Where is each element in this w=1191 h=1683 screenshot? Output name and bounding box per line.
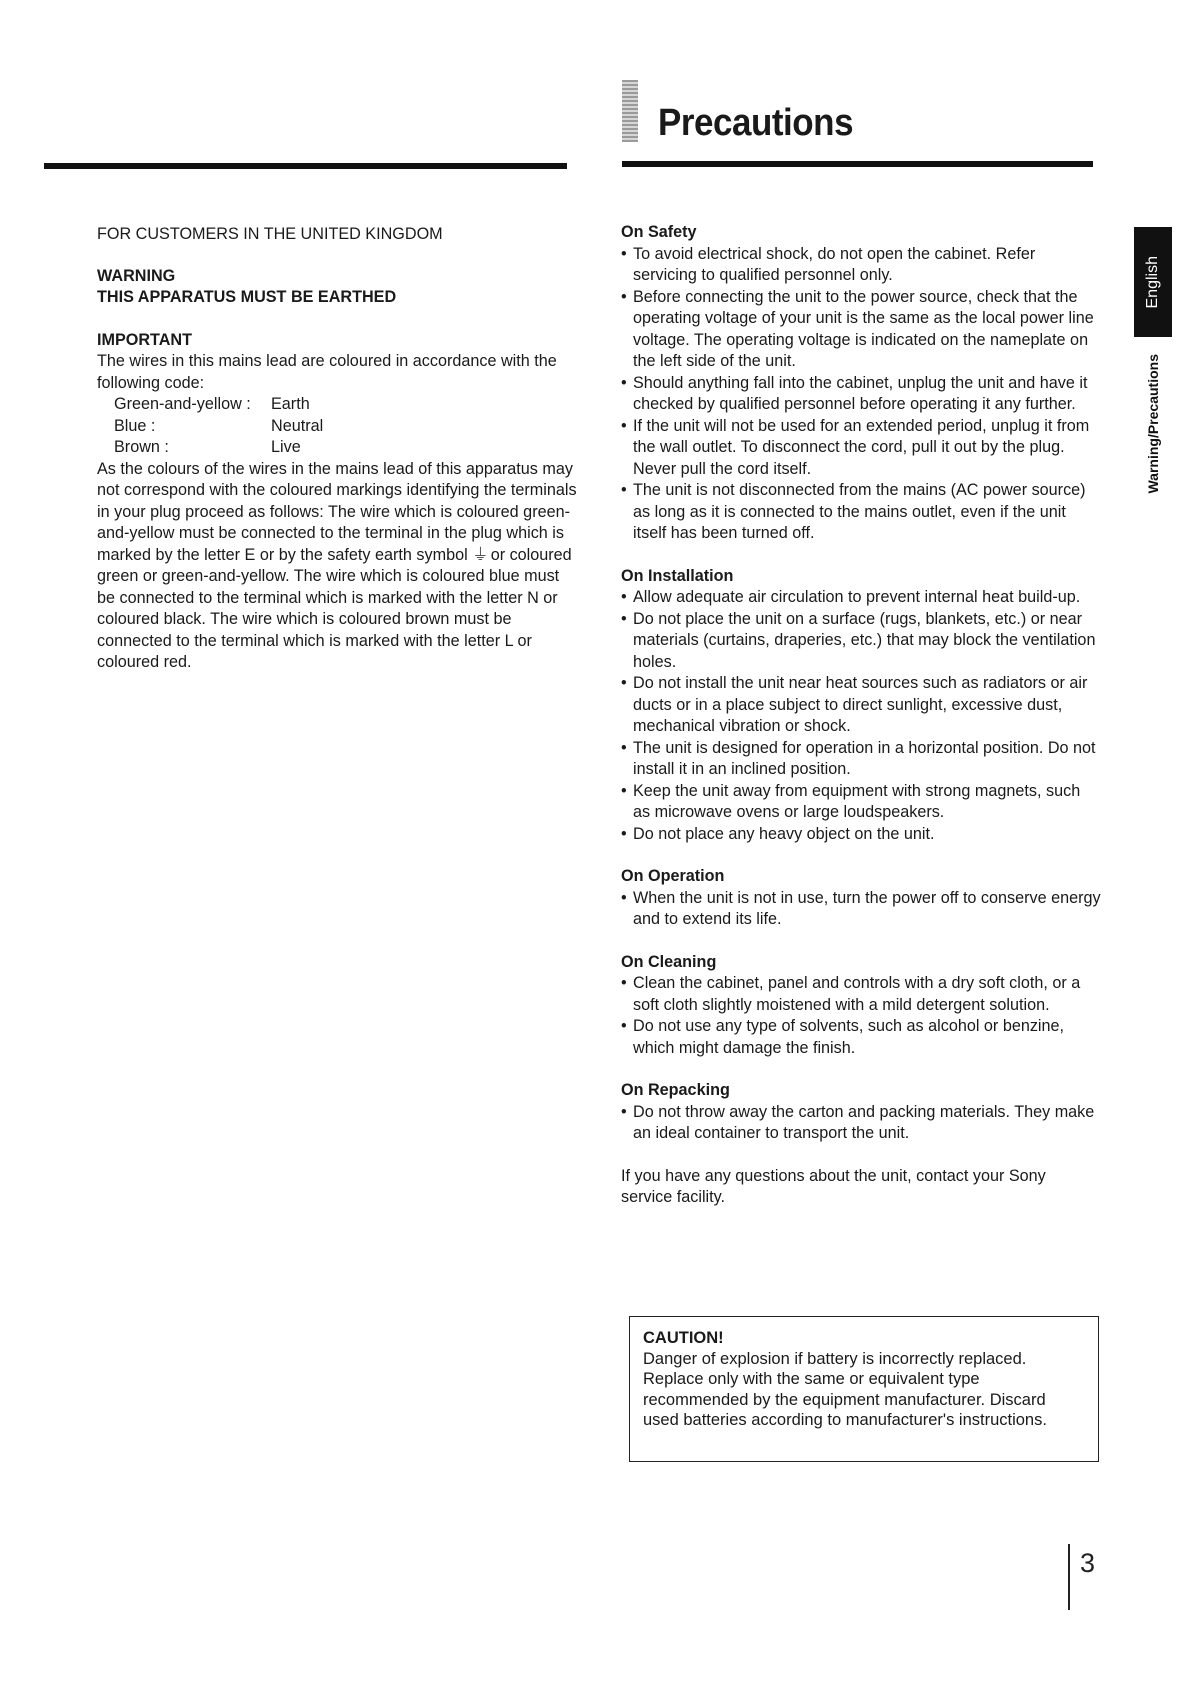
list-item: • If the unit will not be used for an extended period, unplug it from the wall outlet. To disconnect the cord, pull it out by the plug. Never pull the cord itself. <box>621 416 1101 481</box>
section-installation <box>621 566 1101 846</box>
bullet-list <box>621 587 1101 845</box>
code-value: Earth <box>271 395 310 413</box>
code-key: Brown : <box>114 438 169 456</box>
earthed-warning: THIS APPARATUS MUST BE EARTHED <box>97 288 397 306</box>
right-header-rule <box>622 161 1093 167</box>
section-heading: On Cleaning <box>621 952 717 971</box>
precautions-list <box>621 222 1101 1209</box>
earth-symbol-icon: ⏚ <box>472 545 489 564</box>
bullet-list <box>621 888 1101 931</box>
list-item: • Should anything fall into the cabinet, unplug the unit and have it checked by qualified personnel before operating it any further. <box>621 373 1101 416</box>
code-key: Blue : <box>114 416 156 435</box>
section-repacking <box>621 1080 1101 1145</box>
code-row <box>114 437 577 459</box>
section-heading: On Operation <box>621 867 725 885</box>
warning-heading: WARNING <box>97 266 176 285</box>
wiring-text-b: or coloured green or green-and-yellow. The wire which is coloured blue must be connected to the terminal which is marked with the letter N or coloured black. The wire which is coloured brown must be connected to the terminal which is marked with the letter L or coloured red. <box>97 545 572 671</box>
uk-notice <box>97 224 577 674</box>
list-item: • When the unit is not in use, turn the power off to conserve energy and to extend its life. <box>621 888 1101 931</box>
left-header-rule <box>44 163 567 169</box>
language-label: English <box>1144 255 1161 309</box>
code-key: Green-and-yellow : <box>114 395 251 413</box>
customers-heading: FOR CUSTOMERS IN THE UNITED KINGDOM <box>97 225 443 243</box>
list-item: • Do not throw away the carton and packing materials. They make an ideal container to transport the unit. <box>621 1102 1101 1145</box>
code-row <box>114 416 577 438</box>
bullet-list <box>621 1102 1101 1145</box>
list-item: • Do not install the unit near heat sources such as radiators or air ducts or in a place subject to direct sunlight, excessive dust, mechanical vibration or shock. <box>621 673 1101 738</box>
section-tab <box>1134 348 1172 500</box>
section-heading: On Installation <box>621 566 734 585</box>
wiring-text-a: As the colours of the wires in the mains lead of this apparatus may not correspond with the coloured markings identifying the terminals in your plug proceed as follows: The wire which is coloured green-and-yellow must be connected to the terminal in the plug which is marked by the letter E or by the safety earth symbol <box>97 459 577 564</box>
list-item: • Clean the cabinet, panel and controls with a dry soft cloth, or a soft cloth slightly moistened with a mild detergent solution. <box>621 973 1101 1016</box>
section-heading: On Safety <box>621 223 697 241</box>
list-item: • Allow adequate air circulation to prevent internal heat build-up. <box>621 587 1101 609</box>
caution-box <box>629 1316 1099 1462</box>
section-safety <box>621 222 1101 545</box>
list-item: • Do not use any type of solvents, such as alcohol or benzine, which might damage the finish. <box>621 1016 1101 1059</box>
wiring-instructions <box>97 459 577 674</box>
contact-note: If you have any questions about the unit, contact your Sony service facility. <box>621 1166 1046 1206</box>
wire-intro: The wires in this mains lead are coloured in accordance with the following code: <box>97 352 557 392</box>
list-item: • The unit is designed for operation in a horizontal position. Do not install it in an inclined position. <box>621 738 1101 781</box>
bullet-list <box>621 973 1101 1059</box>
page-title: Precautions <box>658 102 854 144</box>
list-item: • Keep the unit away from equipment with strong magnets, such as microwave ovens or large loudspeakers. <box>621 781 1101 824</box>
important-heading: IMPORTANT <box>97 330 193 349</box>
list-item: • Do not place the unit on a surface (rugs, blankets, etc.) or near materials (curtains, draperies, etc.) that may block the ventilation holes. <box>621 609 1101 674</box>
caution-heading: CAUTION! <box>643 1329 724 1347</box>
list-item: • Before connecting the unit to the power source, check that the operating voltage of your unit is the same as the local power line voltage. The operating voltage is indicated on the nameplate on the left side of the unit. <box>621 287 1101 373</box>
page-number: 3 <box>1080 1548 1096 1578</box>
list-item: • Do not place any heavy object on the unit. <box>621 824 1101 846</box>
section-cleaning <box>621 952 1101 1060</box>
page-number-divider <box>1068 1544 1070 1610</box>
code-value: Neutral <box>271 416 324 435</box>
language-tab <box>1134 227 1172 337</box>
code-row <box>114 394 577 416</box>
bullet-list <box>621 244 1101 545</box>
section-heading: On Repacking <box>621 1081 730 1099</box>
caution-text: Danger of explosion if battery is incorrectly replaced. Replace only with the same or equivalent type recommended by the equipment manufacturer. Discard used batteries according to manufacturer's instructions. <box>643 1349 1047 1430</box>
title-stripe-icon <box>622 80 638 142</box>
wire-color-code-table <box>114 394 577 459</box>
section-operation <box>621 866 1101 931</box>
section-label: Warning/Precautions <box>1145 354 1161 494</box>
code-value: Live <box>271 438 301 456</box>
list-item: • The unit is not disconnected from the mains (AC power source) as long as it is connected to the mains outlet, even if the unit itself has been turned off. <box>621 480 1101 545</box>
list-item: • To avoid electrical shock, do not open the cabinet. Refer servicing to qualified personnel only. <box>621 244 1101 287</box>
